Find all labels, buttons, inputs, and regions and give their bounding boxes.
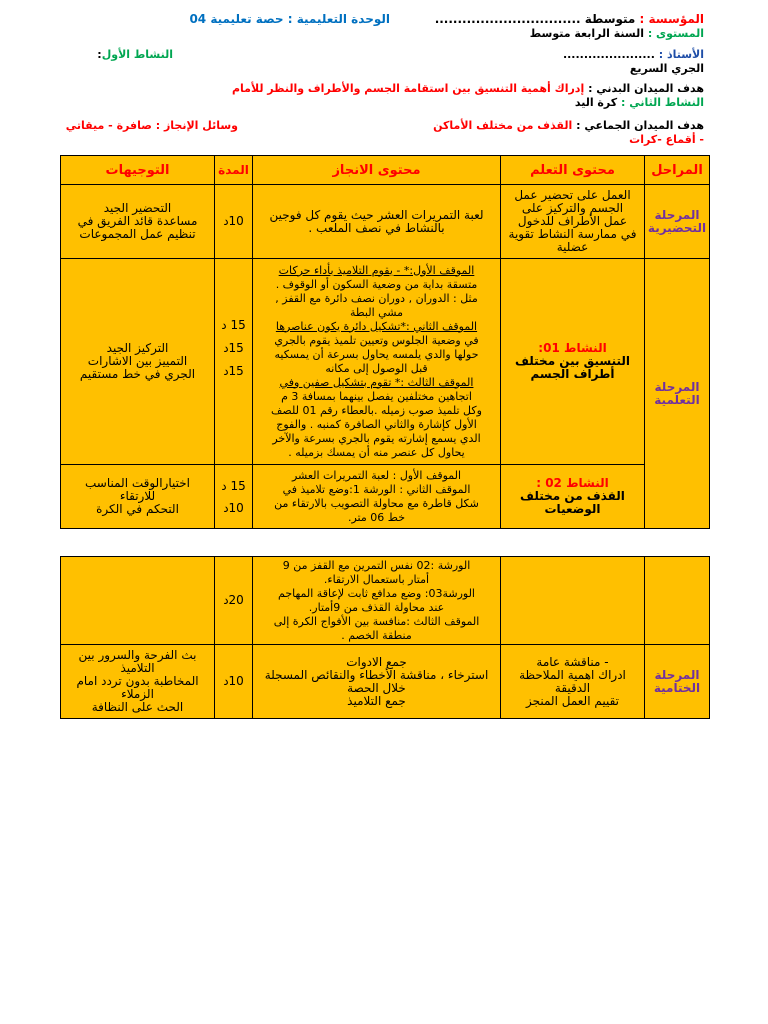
activity2-guidance: اختيارالوقت المناسب للارتقاء التحكم في الكرة — [61, 465, 215, 529]
cont-stage — [645, 557, 710, 645]
level-line — [530, 27, 704, 40]
header-duration: المدة — [215, 156, 253, 185]
table-row — [61, 185, 710, 259]
activity1-achievement: الموقف الأول:* - يقوم التلاميذ بأداء حركات متسقة بداية من وضعية السكون أو الوقوف . مثل : الدوران , دوران نصف دائرة مع القفز , مشي البطة الموقف الثاني :*تشكيل دائرة يكون عناصرها في وضعية الجلوس وتعيين تلميذ يقوم بالجري حولها والدي يلمسه يحاول بسرعة أن يمسكيه قبل الوصول إلى مكانه الموقف الثالث :* تقوم بتشكيل صفين وفي اتجاهين مختلفين يفصل بينهما بمسافة 3 م وكل تلميذ صوب زميله .بالعطاء رقم 01 للصف الأول كإشارة والثاني الصافرة كمنبه . والفوج الدي يسمع إشارته يقوم بالجري بسرعة والآخر يحاول كل عنصر منه أن يمسك بزميله . — [253, 259, 501, 465]
tools-line — [66, 119, 238, 132]
activity2-number: النشاط 02 : — [536, 476, 609, 490]
header-achievement-content: محتوى الانجاز — [253, 156, 501, 185]
activity2-achievement: الموقف الأول : لعبة التمريرات العشر الموقف الثاني : الورشة 1:وضع تلاميذ في شكل قاطرة مع محاولة التصويب بالارتقاء من خط 06 متر. — [253, 465, 501, 529]
prep-achievement: لعبة التمريرات العشر حيث يقوم كل فوجين بالنشاط في نصف الملعب . — [253, 185, 501, 259]
teacher-value: ...................... — [562, 48, 655, 61]
collective-goal-label: هدف الميدان الجماعي : — [576, 119, 704, 132]
prep-duration: 10د — [215, 185, 253, 259]
activity1-value: الجري السريع — [629, 62, 704, 75]
lesson-table — [60, 155, 710, 529]
institution-line — [435, 12, 704, 26]
header-stages: المراحل — [645, 156, 710, 185]
table-header-row — [61, 156, 710, 185]
cont-achievement: الورشة :02 نفس التمرين مع القفز من 9 أمتار باستعمال الارتقاء. الورشة03: وضع مدافع ثابت لإعاقة المهاجم عند محاولة القذف من 9أمتار. الموقف الثالث :منافسة بين الأفواج الكرة إلى منطقة الخصم . — [253, 557, 501, 645]
teacher-line — [563, 48, 704, 61]
institution-label: المؤسسة : — [639, 12, 704, 26]
activity1-guidance: التركيز الجيد التمييز بين الاشارات الجري في خط مستقيم — [61, 259, 215, 465]
physical-goal-line — [232, 82, 704, 95]
institution-value: متوسطة ................................ — [434, 12, 636, 26]
tools-value: صافرة - ميقاتي — [65, 119, 152, 132]
unit-title: الوحدة التعليمية : حصة تعليمية 04 — [189, 12, 390, 26]
table-row — [61, 465, 710, 529]
level-label: المستوى : — [647, 27, 704, 40]
activity2-line — [575, 96, 704, 109]
physical-goal-label: هدف الميدان البدني : — [588, 82, 704, 95]
lesson-table-continued — [60, 556, 710, 719]
final-learning-content: - مناقشة عامة ادراك اهمية الملاحظة الدقيقة تقييم العمل المنجز — [501, 645, 645, 719]
activity2-value: كرة اليد — [574, 96, 618, 109]
tools-label: وسائل الإنجاز : — [155, 119, 238, 132]
table-row — [61, 645, 710, 719]
cont-learning-content — [501, 557, 645, 645]
activity1-label-line: النشاط الأول: — [97, 48, 173, 61]
stage-learning: المرحلة التعلمية — [645, 259, 710, 529]
physical-goal-value: إدراك أهمية التنسيق بين استقامة الجسم والأطراف والنظر للأمام — [231, 82, 585, 95]
activity2-durations: 15 د 10د — [215, 465, 253, 529]
activity2-label: النشاط الثاني : — [621, 96, 704, 109]
table-row — [61, 557, 710, 645]
prep-guidance: التحضير الجيد مساعدة قائد الفريق في تنظيم عمل المجموعات — [61, 185, 215, 259]
activity1-cell: النشاط 01: التنسيق بين مختلف أطراف الجسم — [501, 259, 645, 465]
prep-learning-content: العمل على تحضير عمل الجسم والتركيز على عمل الأطراف للدخول في ممارسة النشاط تقوية عضلية — [501, 185, 645, 259]
stage-final: المرحلة الختامية — [645, 645, 710, 719]
activity1-label: النشاط الأول — [101, 48, 173, 61]
stage-preparation: المرحلة التحضيرية — [645, 185, 710, 259]
final-guidance: بث الفرحة والسرور بين التلاميذ المخاطبة بدون تردد امام الزملاء الحث على النظافة — [61, 645, 215, 719]
collective-goal-line — [433, 119, 704, 132]
cont-guidance — [61, 557, 215, 645]
final-duration: 10د — [215, 645, 253, 719]
tools-line2: - أقماع -كرات — [629, 133, 704, 146]
header-learning-content: محتوى التعلم — [501, 156, 645, 185]
level-value: السنة الرابعة متوسط — [529, 27, 644, 40]
collective-goal-value: القذف من مختلف الأماكن — [433, 119, 573, 132]
activity1-number: النشاط 01: — [538, 341, 607, 355]
final-achievement: جمع الادوات استرخاء ، مناقشة الأخطاء والنقائص المسجلة خلال الحصة جمع التلاميذ — [253, 645, 501, 719]
activity2-cell: النشاط 02 : القذف من مختلف الوضعيات — [501, 465, 645, 529]
table-row — [61, 259, 710, 465]
activity1-durations: 15 د 15د 15د — [215, 259, 253, 465]
header-guidance: التوجيهات — [61, 156, 215, 185]
cont-duration: 20د — [215, 557, 253, 645]
teacher-label: الأستاذ : — [658, 48, 704, 61]
